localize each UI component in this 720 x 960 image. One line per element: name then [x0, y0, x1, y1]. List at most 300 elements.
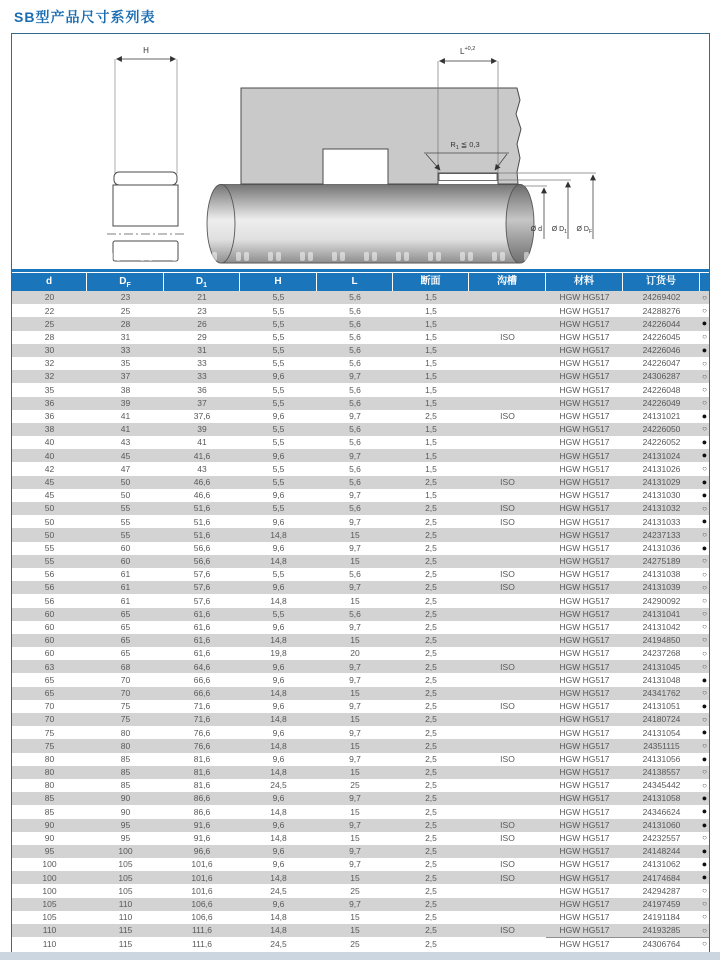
table-cell: 1,5: [425, 305, 437, 316]
table-cell: 86,6: [193, 806, 211, 817]
table-row: [12, 462, 709, 475]
table-cell: 38: [120, 384, 131, 395]
stock-marker: ○: [702, 833, 707, 843]
table-cell: HGW HG517: [559, 674, 610, 685]
table-cell: 24131045: [642, 661, 681, 672]
table-cell: 5,5: [272, 437, 285, 448]
table-cell: 60: [120, 556, 131, 567]
table-cell: HGW HG517: [559, 727, 610, 738]
table-cell: HGW HG517: [559, 542, 610, 553]
table-cell: HGW HG517: [559, 608, 610, 619]
column-header-h: H: [240, 273, 317, 291]
table-cell: 28: [44, 331, 55, 342]
table-cell: [469, 542, 546, 555]
table-cell: [469, 779, 546, 792]
dia-df-label: Ø $D_F$: [576, 226, 592, 235]
housing-section: [241, 88, 521, 184]
table-cell: 2,5: [425, 753, 437, 764]
table-cell: 2,5: [425, 556, 437, 567]
table-cell: 64,6: [193, 661, 211, 672]
table-header: [12, 273, 709, 291]
stock-marker: ○: [702, 714, 707, 724]
table-row: [12, 476, 709, 489]
table-cell: 105: [42, 912, 57, 923]
table-row: [12, 792, 709, 805]
table-row: [12, 858, 709, 871]
table-cell: 15: [350, 556, 360, 567]
table-cell: 76,6: [193, 740, 211, 751]
table-cell: 25: [350, 780, 360, 791]
table-cell: 24131058: [642, 793, 681, 804]
dimension-table: [12, 269, 709, 950]
table-cell: HGW HG517: [559, 898, 610, 909]
table-cell: 9,7: [349, 450, 361, 461]
stock-marker: ●: [701, 872, 708, 883]
table-cell: 57,6: [193, 569, 211, 580]
table-cell: 15: [350, 595, 360, 606]
table-cell: 14,8: [270, 833, 287, 844]
table-cell: HGW HG517: [559, 595, 610, 606]
stock-marker: ●: [701, 437, 708, 448]
svg-text:R1 ≦ 0,3: $R_1$ ≦ 0,3: [450, 140, 480, 151]
table-cell: 110: [118, 898, 133, 909]
table-cell: 2,5: [425, 503, 437, 514]
table-cell: 24138557: [642, 767, 681, 778]
table-cell: 25: [350, 938, 360, 949]
table-cell: 26: [197, 318, 207, 329]
table-cell: HGW HG517: [559, 912, 610, 923]
stock-marker: ○: [702, 767, 707, 777]
table-cell: 9,7: [349, 516, 361, 527]
table-cell: HGW HG517: [559, 358, 610, 369]
table-cell: 43: [197, 463, 207, 474]
stock-marker: ○: [702, 609, 707, 619]
stock-marker: ○: [702, 424, 707, 434]
table-cell: 61: [120, 595, 131, 606]
table-cell: 9,7: [349, 582, 361, 593]
column-header-stock: [700, 273, 709, 291]
table-cell: [469, 805, 546, 818]
table-cell: 38: [44, 424, 55, 435]
table-cell: 20: [350, 648, 360, 659]
table-cell: HGW HG517: [559, 437, 610, 448]
stock-marker: ●: [701, 806, 708, 817]
table-cell: 65: [120, 635, 131, 646]
table-cell: HGW HG517: [559, 885, 610, 896]
table-cell: 56,6: [193, 542, 211, 553]
table-cell: HGW HG517: [559, 424, 610, 435]
table-cell: 2,5: [425, 516, 437, 527]
table-cell: 24237268: [642, 648, 681, 659]
table-cell: 2,5: [425, 767, 437, 778]
table-cell: [469, 739, 546, 752]
table-cell: 5,6: [349, 476, 361, 487]
stock-marker: ○: [702, 371, 707, 381]
table-row: [12, 436, 709, 449]
stock-marker: ○: [702, 384, 707, 394]
table-cell: 24193285: [642, 925, 681, 936]
table-cell: 65: [120, 622, 131, 633]
table-cell: 1,5: [425, 490, 437, 501]
table-cell: 61: [120, 582, 131, 593]
table-row: [12, 898, 709, 911]
table-cell: 61,6: [193, 622, 211, 633]
table-cell: 24294287: [642, 885, 681, 896]
table-cell: 24131054: [642, 727, 681, 738]
table-cell: 56: [44, 569, 55, 580]
table-cell: 2,5: [425, 885, 437, 896]
table-cell: 2,5: [425, 569, 437, 580]
table-cell: 9,7: [349, 701, 361, 712]
table-cell: 100: [42, 885, 57, 896]
table-cell: 24131024: [642, 450, 681, 461]
table-cell: 2,5: [425, 846, 437, 857]
table-cell: 5,5: [272, 608, 285, 619]
table-cell: HGW HG517: [559, 661, 610, 672]
dia-d-label: Ø d: [530, 226, 542, 233]
table-cell: 24226044: [642, 318, 681, 329]
table-cell: 15: [350, 806, 360, 817]
table-cell: 2,5: [425, 411, 437, 422]
table-cell: 51,6: [193, 503, 211, 514]
table-cell: 41: [120, 411, 131, 422]
table-cell: 9,7: [349, 859, 361, 870]
table-row: [12, 528, 709, 541]
stock-marker: ○: [702, 622, 707, 632]
table-cell: 80: [120, 727, 131, 738]
table-row: [12, 911, 709, 924]
table-cell: 2,5: [425, 938, 437, 949]
table-cell: 24131026: [642, 463, 681, 474]
table-cell: 51,6: [193, 516, 211, 527]
table-cell: 100: [42, 872, 57, 883]
table-row: [12, 449, 709, 462]
table-cell: [469, 766, 546, 779]
table-cell: [469, 687, 546, 700]
table-cell: 101,6: [191, 872, 213, 883]
table-cell: [469, 608, 546, 621]
table-cell: 81,6: [193, 753, 211, 764]
table-cell: 5,5: [272, 569, 285, 580]
stock-marker: ○: [702, 398, 707, 408]
table-cell: ISO: [500, 476, 515, 487]
table-cell: HGW HG517: [559, 819, 610, 830]
table-cell: 100: [42, 859, 57, 870]
table-cell: 14,8: [270, 635, 287, 646]
column-header-section: 断面: [393, 273, 469, 291]
column-header-material: 材料: [546, 273, 623, 291]
table-row: [12, 344, 709, 357]
table-cell: 5,6: [349, 358, 361, 369]
table-cell: 71,6: [193, 714, 211, 725]
stock-marker: ○: [702, 648, 707, 658]
table-cell: [469, 673, 546, 686]
table-cell: 2,5: [425, 529, 437, 540]
table-cell: 61: [120, 569, 131, 580]
table-cell: 14,8: [270, 529, 287, 540]
stock-marker: ○: [702, 595, 707, 605]
table-cell: 14,8: [270, 912, 287, 923]
column-header-groove: 沟槽: [469, 273, 546, 291]
table-cell: 24131039: [642, 582, 681, 593]
table-cell: 23: [197, 305, 207, 316]
seal-in-groove: [439, 174, 497, 181]
table-cell: ISO: [500, 661, 515, 672]
table-cell: 24131038: [642, 569, 681, 580]
stock-marker: ○: [702, 529, 707, 539]
table-cell: 5,5: [272, 345, 285, 356]
table-cell: 36: [44, 411, 55, 422]
table-cell: 1,5: [425, 397, 437, 408]
table-cell: 24131056: [642, 753, 681, 764]
stock-marker: ●: [701, 450, 708, 461]
table-cell: 90: [44, 819, 55, 830]
table-cell: 9,6: [272, 450, 285, 461]
table-row: [12, 753, 709, 766]
table-cell: 5,6: [349, 608, 361, 619]
table-cell: 80: [120, 740, 131, 751]
table-cell: 25: [350, 885, 360, 896]
stock-marker: ○: [702, 938, 707, 948]
table-cell: 5,5: [272, 424, 285, 435]
table-cell: 110: [42, 925, 57, 936]
table-cell: HGW HG517: [559, 318, 610, 329]
table-cell: [469, 621, 546, 634]
table-row: [12, 766, 709, 779]
table-row: [12, 660, 709, 673]
table-cell: 36: [44, 397, 55, 408]
table-cell: 90: [120, 806, 131, 817]
table-cell: 37: [120, 371, 131, 382]
table-cell: 5,6: [349, 437, 361, 448]
table-cell: 15: [350, 912, 360, 923]
table-cell: HGW HG517: [559, 503, 610, 514]
table-cell: [469, 291, 546, 304]
table-cell: 24131032: [642, 503, 681, 514]
table-row: [12, 291, 709, 304]
table-cell: 68: [120, 661, 131, 672]
table-cell: 2,5: [425, 793, 437, 804]
table-cell: 32: [44, 358, 55, 369]
stock-marker: ●: [701, 845, 708, 856]
stock-marker: ●: [701, 700, 708, 711]
table-cell: ISO: [500, 411, 515, 422]
table-cell: [469, 726, 546, 739]
table-cell: 9,6: [272, 846, 285, 857]
table-cell: 24290092: [642, 595, 681, 606]
table-cell: 80: [44, 767, 55, 778]
table-cell: 24131062: [642, 859, 681, 870]
table-cell: [469, 357, 546, 370]
table-cell: 2,5: [425, 859, 437, 870]
table-cell: ISO: [500, 819, 515, 830]
table-cell: 24345442: [642, 780, 681, 791]
table-cell: 75: [44, 727, 55, 738]
table-cell: 5,5: [272, 331, 285, 342]
table-cell: 39: [197, 424, 207, 435]
table-cell: 9,7: [349, 727, 361, 738]
table-cell: 60: [44, 648, 55, 659]
table-cell: 9,6: [272, 701, 285, 712]
table-row: [12, 937, 709, 950]
table-cell: 24131021: [642, 411, 681, 422]
table-cell: 56: [44, 582, 55, 593]
table-cell: 55: [44, 556, 55, 567]
table-row: [12, 502, 709, 515]
table-cell: 24131033: [642, 516, 681, 527]
table-cell: 15: [350, 687, 360, 698]
table-cell: HGW HG517: [559, 740, 610, 751]
table-cell: 2,5: [425, 582, 437, 593]
table-row: [12, 304, 709, 317]
stock-marker: ○: [702, 661, 707, 671]
table-cell: 45: [44, 490, 55, 501]
table-cell: 56: [44, 595, 55, 606]
stock-marker: ○: [702, 358, 707, 368]
table-cell: 24131048: [642, 674, 681, 685]
table-cell: ISO: [500, 516, 515, 527]
table-row: [12, 410, 709, 423]
table-cell: 9,7: [349, 411, 361, 422]
table-cell: HGW HG517: [559, 872, 610, 883]
table-cell: 105: [42, 898, 57, 909]
table-cell: 105: [118, 859, 133, 870]
table-cell: 24191184: [642, 912, 681, 923]
table-cell: HGW HG517: [559, 411, 610, 422]
table-row: [12, 370, 709, 383]
table-cell: 24346624: [642, 806, 681, 817]
stock-marker: ○: [702, 569, 707, 579]
table-cell: 5,6: [349, 292, 361, 303]
table-cell: HGW HG517: [559, 635, 610, 646]
table-cell: 5,5: [272, 292, 285, 303]
table-cell: 1,5: [425, 371, 437, 382]
table-cell: 14,8: [270, 556, 287, 567]
table-cell: 15: [350, 872, 360, 883]
table-cell: 14,8: [270, 714, 287, 725]
table-cell: 2,5: [425, 872, 437, 883]
table-cell: HGW HG517: [559, 529, 610, 540]
table-cell: 24131029: [642, 476, 681, 487]
table-cell: 23: [120, 292, 131, 303]
table-rows: [12, 291, 709, 950]
table-row: [12, 581, 709, 594]
table-cell: 81,6: [193, 767, 211, 778]
table-cell: 15: [350, 714, 360, 725]
table-cell: [469, 937, 546, 950]
table-cell: 96,6: [193, 846, 211, 857]
stock-marker: ●: [701, 542, 708, 553]
table-row: [12, 317, 709, 330]
table-cell: 9,7: [349, 490, 361, 501]
table-cell: HGW HG517: [559, 833, 610, 844]
table-row: [12, 713, 709, 726]
table-cell: HGW HG517: [559, 490, 610, 501]
table-cell: 47: [120, 463, 131, 474]
table-cell: [469, 449, 546, 462]
table-cell: 2,5: [425, 740, 437, 751]
table-cell: 9,7: [349, 819, 361, 830]
table-cell: 61,6: [193, 608, 211, 619]
table-cell: 56,6: [193, 556, 211, 567]
table-cell: HGW HG517: [559, 292, 610, 303]
page-bottom-strip: [0, 952, 720, 960]
table-cell: 24351115: [643, 740, 680, 751]
table-cell: 75: [44, 740, 55, 751]
table-cell: 2,5: [425, 912, 437, 923]
table-cell: 5,6: [349, 331, 361, 342]
stock-marker: ○: [702, 582, 707, 592]
table-cell: [469, 634, 546, 647]
table-cell: [469, 423, 546, 436]
stock-marker: ○: [702, 899, 707, 909]
table-cell: 5,5: [272, 463, 285, 474]
table-cell: [469, 845, 546, 858]
seal-cross-section: [107, 46, 184, 261]
table-cell: 40: [44, 450, 55, 461]
table-cell: HGW HG517: [559, 793, 610, 804]
table-cell: HGW HG517: [559, 476, 610, 487]
table-cell: 29: [197, 331, 207, 342]
table-cell: 2,5: [425, 542, 437, 553]
table-cell: 14,8: [270, 872, 287, 883]
stock-marker: ●: [701, 793, 708, 804]
table-cell: 5,6: [349, 318, 361, 329]
table-cell: 24131036: [642, 542, 681, 553]
table-cell: 24306764: [642, 938, 681, 949]
table-cell: 33: [120, 345, 131, 356]
table-cell: 70: [120, 687, 131, 698]
table-cell: [469, 594, 546, 607]
table-cell: 1,5: [425, 331, 437, 342]
stock-marker: ○: [702, 332, 707, 342]
table-cell: 21: [197, 292, 207, 303]
table-cell: 22: [44, 305, 55, 316]
table-cell: 24174684: [642, 872, 681, 883]
table-cell: ISO: [500, 569, 515, 580]
table-cell: 2,5: [425, 661, 437, 672]
table-cell: [469, 528, 546, 541]
table-cell: 2,5: [425, 898, 437, 909]
table-row: [12, 647, 709, 660]
table-cell: 15: [350, 925, 360, 936]
table-cell: 55: [120, 529, 131, 540]
table-row: [12, 515, 709, 528]
table-cell: ISO: [500, 331, 515, 342]
table-cell: 57,6: [193, 595, 211, 606]
table-row: [12, 924, 709, 937]
table-cell: 55: [44, 542, 55, 553]
table-cell: 9,6: [272, 793, 285, 804]
table-cell: 9,6: [272, 661, 285, 672]
table-cell: 5,6: [349, 384, 361, 395]
table-cell: [469, 462, 546, 475]
table-cell: 41,6: [193, 450, 211, 461]
table-cell: 9,6: [272, 753, 285, 764]
table-cell: 9,6: [272, 582, 285, 593]
table-cell: 2,5: [425, 806, 437, 817]
table-cell: [469, 489, 546, 502]
table-row: [12, 805, 709, 818]
table-row: [12, 331, 709, 344]
table-cell: 9,7: [349, 661, 361, 672]
stock-marker: ●: [701, 516, 708, 527]
table-cell: HGW HG517: [559, 687, 610, 698]
table-cell: HGW HG517: [559, 780, 610, 791]
table-cell: 24,5: [270, 885, 287, 896]
table-row: [12, 739, 709, 752]
table-cell: 24232557: [642, 833, 681, 844]
